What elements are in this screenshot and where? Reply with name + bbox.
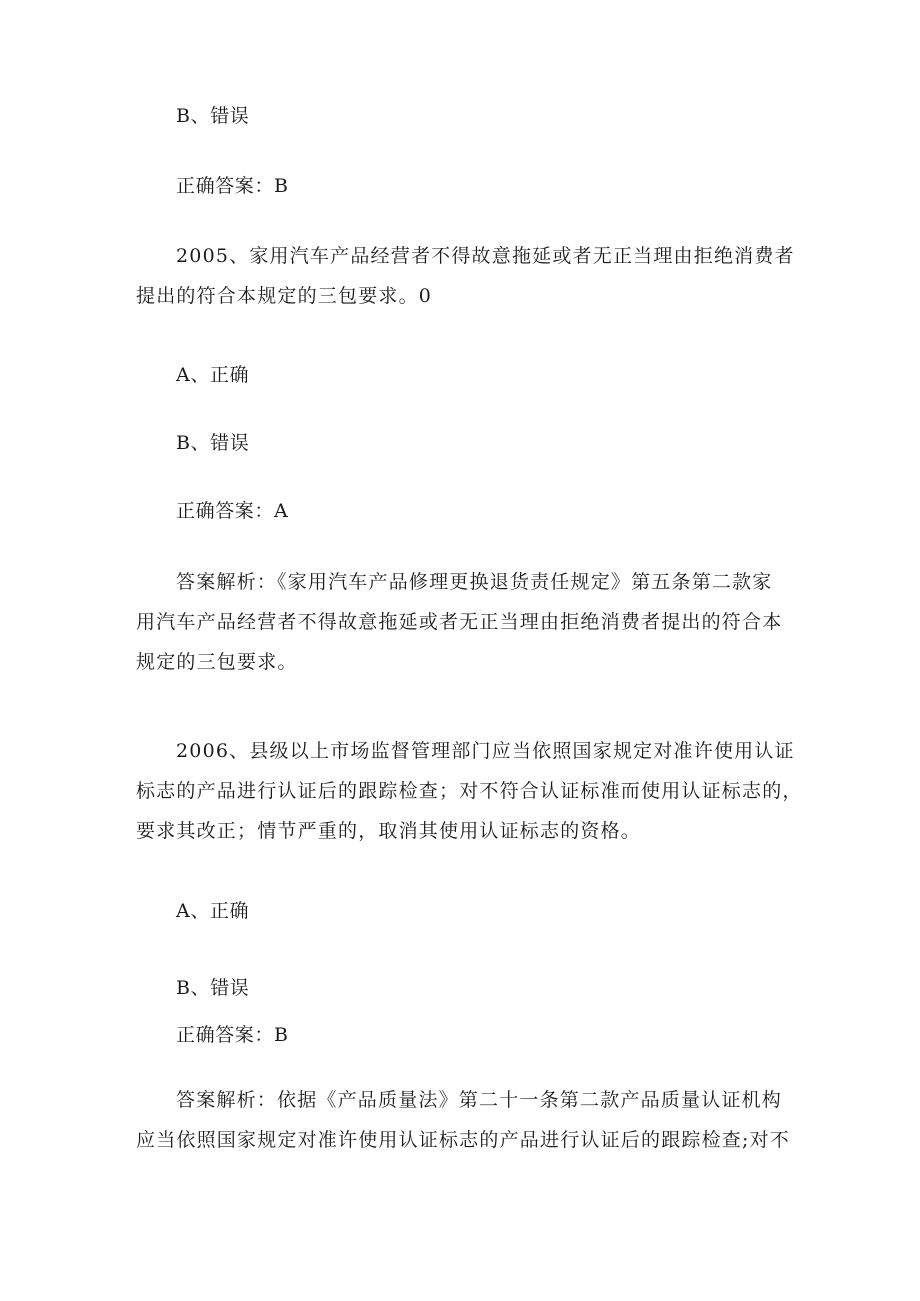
explanation-line: 应当依照国家规定对准许使用认证标志的产品进行认证后的跟踪检查;对不 <box>136 1129 791 1151</box>
option-a-text: A、正确 <box>176 900 250 922</box>
question-2005 <box>136 236 796 316</box>
option-b-text: B、错误 <box>176 105 250 127</box>
question-line: 2006、县级以上市场监督管理部门应当依照国家规定对准许使用认证 <box>176 740 795 762</box>
correct-answer-text: 正确答案：B <box>176 1024 289 1046</box>
correct-answer-text: 正确答案：B <box>176 175 289 197</box>
explanation-line: 规定的三包要求。 <box>136 651 298 673</box>
option-b-text: B、错误 <box>176 432 250 454</box>
correct-answer-text: 正确答案：A <box>176 500 289 522</box>
explanation-line: 答案解析：依据《产品质量法》第二十一条第二款产品质量认证机构 <box>176 1089 783 1111</box>
question-line: 要求其改正；情节严重的，取消其使用认证标志的资格。 <box>136 820 642 842</box>
question-line: 2005、家用汽车产品经营者不得故意拖延或者无正当理由拒绝消费者 <box>176 245 795 267</box>
option-b-text: B、错误 <box>176 977 250 999</box>
answer-explanation <box>136 562 796 682</box>
question-line: 提出的符合本规定的三包要求。0 <box>136 285 433 307</box>
question-2006 <box>136 731 803 851</box>
option-a-text: A、正确 <box>176 364 250 386</box>
explanation-line: 用汽车产品经营者不得故意拖延或者无正当理由拒绝消费者提出的符合本 <box>136 611 783 633</box>
explanation-line: 答案解析：《家用汽车产品修理更换退货责任规定》第五条第二款家 <box>176 571 773 593</box>
answer-explanation <box>136 1080 796 1160</box>
question-line: 标志的产品进行认证后的跟踪检查；对不符合认证标准而使用认证标志的， <box>136 780 803 802</box>
